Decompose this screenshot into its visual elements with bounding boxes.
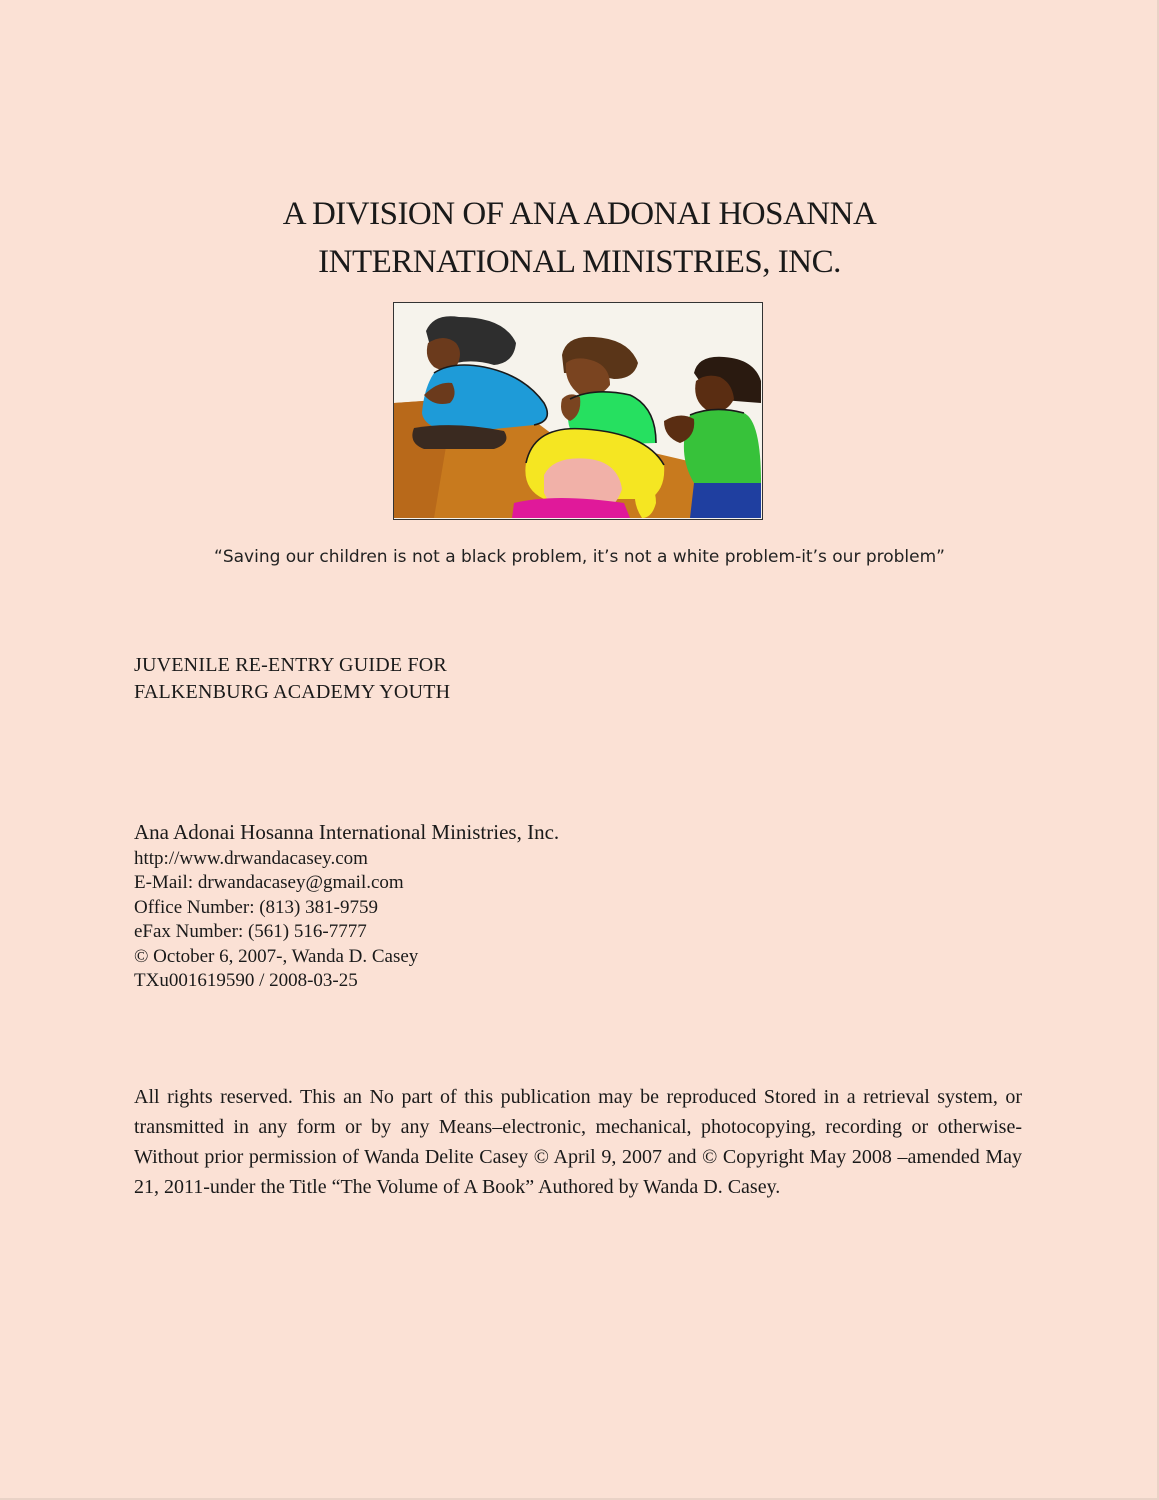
guide-title-line-2: FALKENBURG ACADEMY YOUTH bbox=[134, 681, 451, 703]
page-title bbox=[0, 190, 1159, 286]
email-text: E-Mail: drwandacasey@gmail.com bbox=[134, 872, 404, 893]
organization-name: Ana Adonai Hosanna International Ministries, Inc. bbox=[134, 820, 560, 844]
rights-paragraph: All rights reserved. This an No part of this publication may be reproduced Stored in a retrieval system, or transmitted in any form or by any Means–electronic, mechanical, photocopying, recording or otherwise-Without prior permission of Wanda Delite Casey © April 9, 2007 and © Copyright May 2008 –amended May 21, 2011-under the Title “The Volume of A Book” Authored by Wanda D. Casey. bbox=[134, 1086, 1022, 1198]
efax-number: eFax Number: (561) 516-7777 bbox=[134, 921, 367, 942]
title-line-2: INTERNATIONAL MINISTRIES, INC. bbox=[318, 244, 841, 280]
quote: “Saving our children is not a black problem, it’s not a white problem-it’s our problem” bbox=[214, 547, 945, 567]
registration-number: TXu001619590 / 2008-03-25 bbox=[134, 970, 358, 991]
praying-children-illustration bbox=[393, 302, 763, 520]
guide-title-line-1: JUVENILE RE-ENTRY GUIDE FOR bbox=[134, 654, 447, 676]
website-text: http://www.drwandacasey.com bbox=[134, 847, 368, 869]
copyright-line: © October 6, 2007-, Wanda D. Casey bbox=[134, 945, 419, 967]
guide-title bbox=[134, 652, 450, 706]
office-number: Office Number: (813) 381-9759 bbox=[134, 896, 378, 918]
contact-block bbox=[134, 820, 559, 994]
title-line-1: A DIVISION OF ANA ADONAI HOSANNA bbox=[282, 196, 877, 232]
